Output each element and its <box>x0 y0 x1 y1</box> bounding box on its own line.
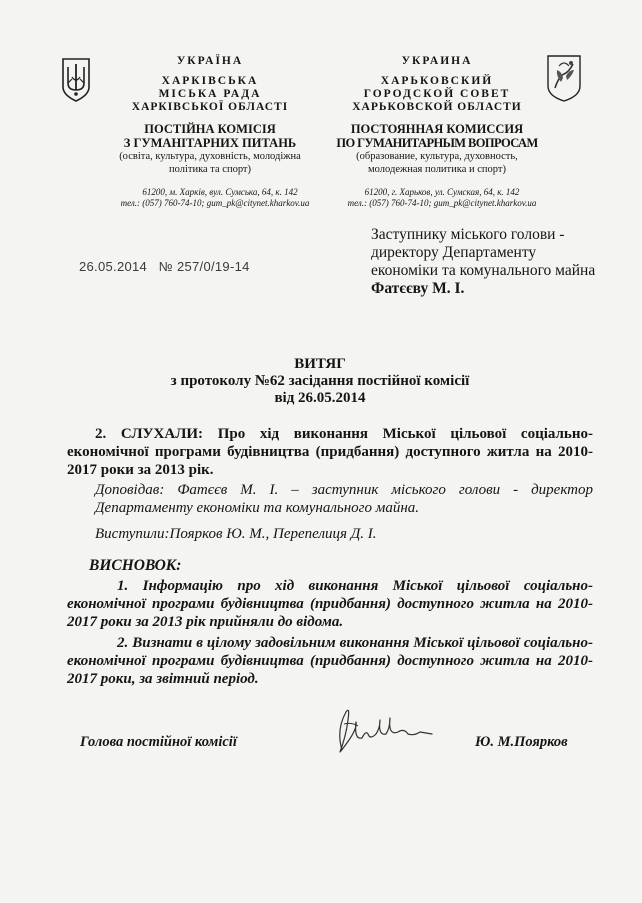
signatory-name: Ю. М.Поярков <box>475 734 568 750</box>
document-subtitle: з протоколу №62 засідання постійної комісії <box>170 373 470 389</box>
council-line2-ua: МІСЬКА РАДА <box>158 88 262 100</box>
scope-line2-ru: молодежная политика и спорт) <box>368 164 506 175</box>
conclusion-block <box>67 557 593 688</box>
conclusion-p2-line3: 2017 роки, за звітний період. <box>67 671 259 687</box>
addressee-line3: економіки та комунального майна <box>371 262 596 279</box>
conclusion-p2-line2: економічної програми будівництва (придбання) доступного житла на 2010- <box>67 653 593 669</box>
speakers-label: Виступили: <box>95 526 170 542</box>
council-line3-ua: ХАРКІВСЬКОЇ ОБЛАСТІ <box>131 101 289 113</box>
item-number-label: 2. СЛУХАЛИ: <box>95 426 204 442</box>
agenda-item <box>67 425 593 543</box>
addressee-line1: Заступнику міського голови - <box>371 226 565 243</box>
signatory-position: Голова постійної комісії <box>80 734 237 750</box>
conclusion-p1-line1: 1. Інформацію про хід виконання Міської цільової соціально- <box>117 578 593 594</box>
council-line2-ru: ГОРОДСКОЙ СОВЕТ <box>363 88 511 100</box>
commission-line2-ua: З ГУМАНІТАРНИХ ПИТАНЬ <box>123 136 297 150</box>
speaker-text-line2: Департаменту економіки та комунального майна. <box>95 500 420 516</box>
item-text-line1: Про хід виконання Міської цільової соціально- <box>217 426 593 442</box>
document-date: від 26.05.2014 <box>274 390 366 406</box>
conclusion-p1-line2: економічної програми будівництва (придбання) доступного житла на 2010- <box>67 596 593 612</box>
address-line2-ru: тел.: (057) 760-74-10; gum_pk@citynet.kharkov.ua <box>347 198 537 208</box>
item-text-line3: 2017 роки за 2013 рік. <box>67 462 214 478</box>
commission-line1-ua: ПОСТІЙНА КОМІСІЯ <box>144 122 276 136</box>
address-line2-ua: тел.: (057) 760-74-10; gum_pk@citynet.kharkov.ua <box>120 198 310 208</box>
council-line1-ua: ХАРКІВСЬКА <box>161 75 259 87</box>
document-title-block <box>80 356 560 407</box>
council-line3-ru: ХАРЬКОВСКОЙ ОБЛАСТИ <box>352 101 522 113</box>
addressee-name: Фатєєву М. І. <box>371 280 465 297</box>
council-line1-ru: ХАРЬКОВСКИЙ <box>380 75 494 87</box>
addressee-block <box>371 226 621 298</box>
header-russian <box>326 55 548 209</box>
scope-line2-ua: політика та спорт) <box>168 164 252 175</box>
kharkiv-coat-of-arms-icon <box>545 54 583 102</box>
speaker-line1 <box>67 481 593 499</box>
scope-line1-ua: (освіта, культура, духовність, молодіжна <box>119 151 301 162</box>
speaker-label: Доповідав: <box>95 482 165 498</box>
registration-number: 26.05.2014 № 257/0/19-14 <box>79 259 250 274</box>
header-ukrainian <box>100 55 320 209</box>
country-name-ru: УКРАИНА <box>401 55 473 67</box>
scope-line1-ru: (образование, культура, духовность, <box>356 151 518 162</box>
speaker-text-line1: Фатєєв М. І. – заступник міського голови - директор <box>177 482 593 498</box>
handwritten-signature <box>328 700 448 760</box>
commission-line1-ru: ПОСТОЯННАЯ КОМИССИЯ <box>350 122 524 136</box>
commission-line2-ru: ПО ГУМАНИТАРНЫМ ВОПРОСАМ <box>336 136 538 150</box>
speakers-line <box>67 525 593 543</box>
item-text-line2: економічної програми будівництва (придбання) доступного житла на 2010- <box>67 444 593 460</box>
country-name-ua: УКРАЇНА <box>176 55 244 67</box>
conclusion-heading: ВИСНОВОК: <box>89 557 182 574</box>
document-title: ВИТЯГ <box>294 356 346 372</box>
address-line1-ru: 61200, г. Харьков, ул. Сумская, 64, к. 142 <box>364 187 520 197</box>
item-line1 <box>67 425 593 443</box>
conclusion-p1-line3: 2017 роки за 2013 рік прийняли до відома. <box>67 614 344 630</box>
conclusion-p2-line1: 2. Визнати в цілому задовільним виконання Міської цільової соціально- <box>117 635 593 651</box>
address-line1-ua: 61200, м. Харків, вул. Сумська, 64, к. 142 <box>142 187 298 197</box>
speakers-text: Поярков Ю. М., Перепелиця Д. І. <box>169 526 377 542</box>
addressee-line2: директору Департаменту <box>371 244 537 261</box>
trident-emblem-icon <box>60 57 92 103</box>
